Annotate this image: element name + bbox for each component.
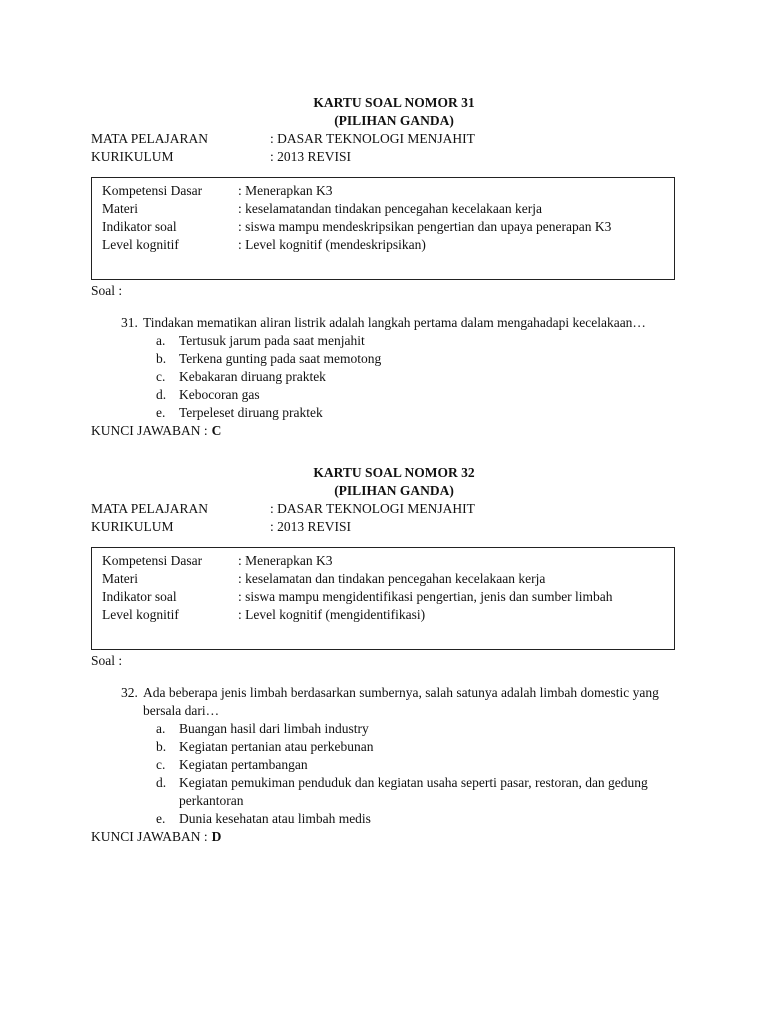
cognitive-level-value: : Level kognitif (mengidentifikasi) <box>238 607 426 622</box>
answer-options <box>91 332 675 422</box>
indicator-label: Indikator soal <box>102 219 177 234</box>
option-text: Buangan hasil dari limbah industry <box>179 721 369 736</box>
material-label: Materi <box>102 201 138 216</box>
competency-label: Kompetensi Dasar <box>102 553 203 568</box>
option-letter: e. <box>156 811 166 826</box>
option-letter: b. <box>156 351 167 366</box>
option-e <box>91 404 675 422</box>
option-text: Terpeleset diruang praktek <box>179 405 323 420</box>
material-label: Materi <box>102 571 138 586</box>
competency-row <box>102 552 674 570</box>
option-text: Kebakaran diruang praktek <box>179 369 326 384</box>
option-a <box>91 332 675 350</box>
answer-key <box>91 828 675 846</box>
meta-subject-value: : DASAR TEKNOLOGI MENJAHIT <box>270 501 475 516</box>
meta-subject-value: : DASAR TEKNOLOGI MENJAHIT <box>270 131 475 146</box>
option-text: Kegiatan pertambangan <box>179 757 308 772</box>
competency-box <box>91 177 675 280</box>
question-text: Tindakan mematikan aliran listrik adalah langkah pertama dalam mengahadapi kecelakaan… <box>143 315 646 330</box>
competency-box <box>91 547 675 650</box>
option-text: Kegiatan pemukiman penduduk dan kegiatan usaha seperti pasar, restoran, dan gedung perkantoran <box>179 775 648 808</box>
option-letter: d. <box>156 387 167 402</box>
cognitive-level-row <box>102 236 674 254</box>
indicator-label: Indikator soal <box>102 589 177 604</box>
meta-curriculum-value: : 2013 REVISI <box>270 519 351 534</box>
indicator-value: : siswa mampu mengidentifikasi pengertian, jenis dan sumber limbah <box>238 589 613 604</box>
soal-label: Soal : <box>91 653 123 668</box>
option-text: Kebocoran gas <box>179 387 260 402</box>
option-letter: c. <box>156 369 166 384</box>
indicator-value: : siswa mampu mendeskripsikan pengertian dan upaya penerapan K3 <box>238 219 612 234</box>
question-number: 32. <box>121 685 138 700</box>
material-value: : keselamatan dan tindakan pencegahan kecelakaan kerja <box>238 571 546 586</box>
option-letter: c. <box>156 757 166 772</box>
option-d <box>91 774 675 810</box>
option-text: Tertusuk jarum pada saat menjahit <box>179 333 365 348</box>
card-title: KARTU SOAL NOMOR 32 <box>313 465 475 480</box>
meta-subject-label: MATA PELAJARAN <box>91 131 209 146</box>
option-text: Dunia kesehatan atau limbah medis <box>179 811 371 826</box>
option-letter: a. <box>156 721 166 736</box>
question <box>91 314 675 332</box>
meta-curriculum-row <box>91 148 675 166</box>
cognitive-level-value: : Level kognitif (mendeskripsikan) <box>238 237 426 252</box>
card-subtitle: (PILIHAN GANDA) <box>334 113 454 128</box>
cognitive-level-label: Level kognitif <box>102 607 179 622</box>
option-e <box>91 810 675 828</box>
option-b <box>91 350 675 368</box>
meta-curriculum-value: : 2013 REVISI <box>270 149 351 164</box>
question-number: 31. <box>121 315 138 330</box>
meta-subject-label: MATA PELAJARAN <box>91 501 209 516</box>
material-value: : keselamatandan tindakan pencegahan kecelakaan kerja <box>238 201 542 216</box>
meta-subject-row <box>91 500 675 518</box>
card-title: KARTU SOAL NOMOR 31 <box>313 95 475 110</box>
option-b <box>91 738 675 756</box>
material-row <box>102 200 674 218</box>
material-row <box>102 570 674 588</box>
question-card-31 <box>91 94 675 440</box>
meta-subject-row <box>91 130 675 148</box>
cognitive-level-row <box>102 606 674 624</box>
option-d <box>91 386 675 404</box>
card-subtitle: (PILIHAN GANDA) <box>334 483 454 498</box>
indicator-row <box>102 588 674 606</box>
option-a <box>91 720 675 738</box>
answer-key-label: KUNCI JAWABAN : <box>91 829 208 844</box>
competency-label: Kompetensi Dasar <box>102 183 203 198</box>
meta-curriculum-row <box>91 518 675 536</box>
competency-value: : Menerapkan K3 <box>238 553 333 568</box>
question-text: Ada beberapa jenis limbah berdasarkan sumbernya, salah satunya adalah limbah domestic yang bersala dari… <box>143 685 659 718</box>
question <box>91 684 675 720</box>
option-text: Kegiatan pertanian atau perkebunan <box>179 739 374 754</box>
answer-options <box>91 720 675 828</box>
cognitive-level-label: Level kognitif <box>102 237 179 252</box>
question-card-32 <box>91 464 675 846</box>
answer-key-value: C <box>211 423 222 438</box>
meta-curriculum-label: KURIKULUM <box>91 149 174 164</box>
answer-key <box>91 422 675 440</box>
indicator-row <box>102 218 674 236</box>
meta-curriculum-label: KURIKULUM <box>91 519 174 534</box>
option-text: Terkena gunting pada saat memotong <box>179 351 382 366</box>
option-letter: d. <box>156 775 167 790</box>
answer-key-label: KUNCI JAWABAN : <box>91 423 208 438</box>
competency-value: : Menerapkan K3 <box>238 183 333 198</box>
option-c <box>91 756 675 774</box>
answer-key-value: D <box>211 829 222 844</box>
option-letter: e. <box>156 405 166 420</box>
option-letter: a. <box>156 333 166 348</box>
option-c <box>91 368 675 386</box>
soal-label: Soal : <box>91 283 123 298</box>
competency-row <box>102 182 674 200</box>
option-letter: b. <box>156 739 167 754</box>
